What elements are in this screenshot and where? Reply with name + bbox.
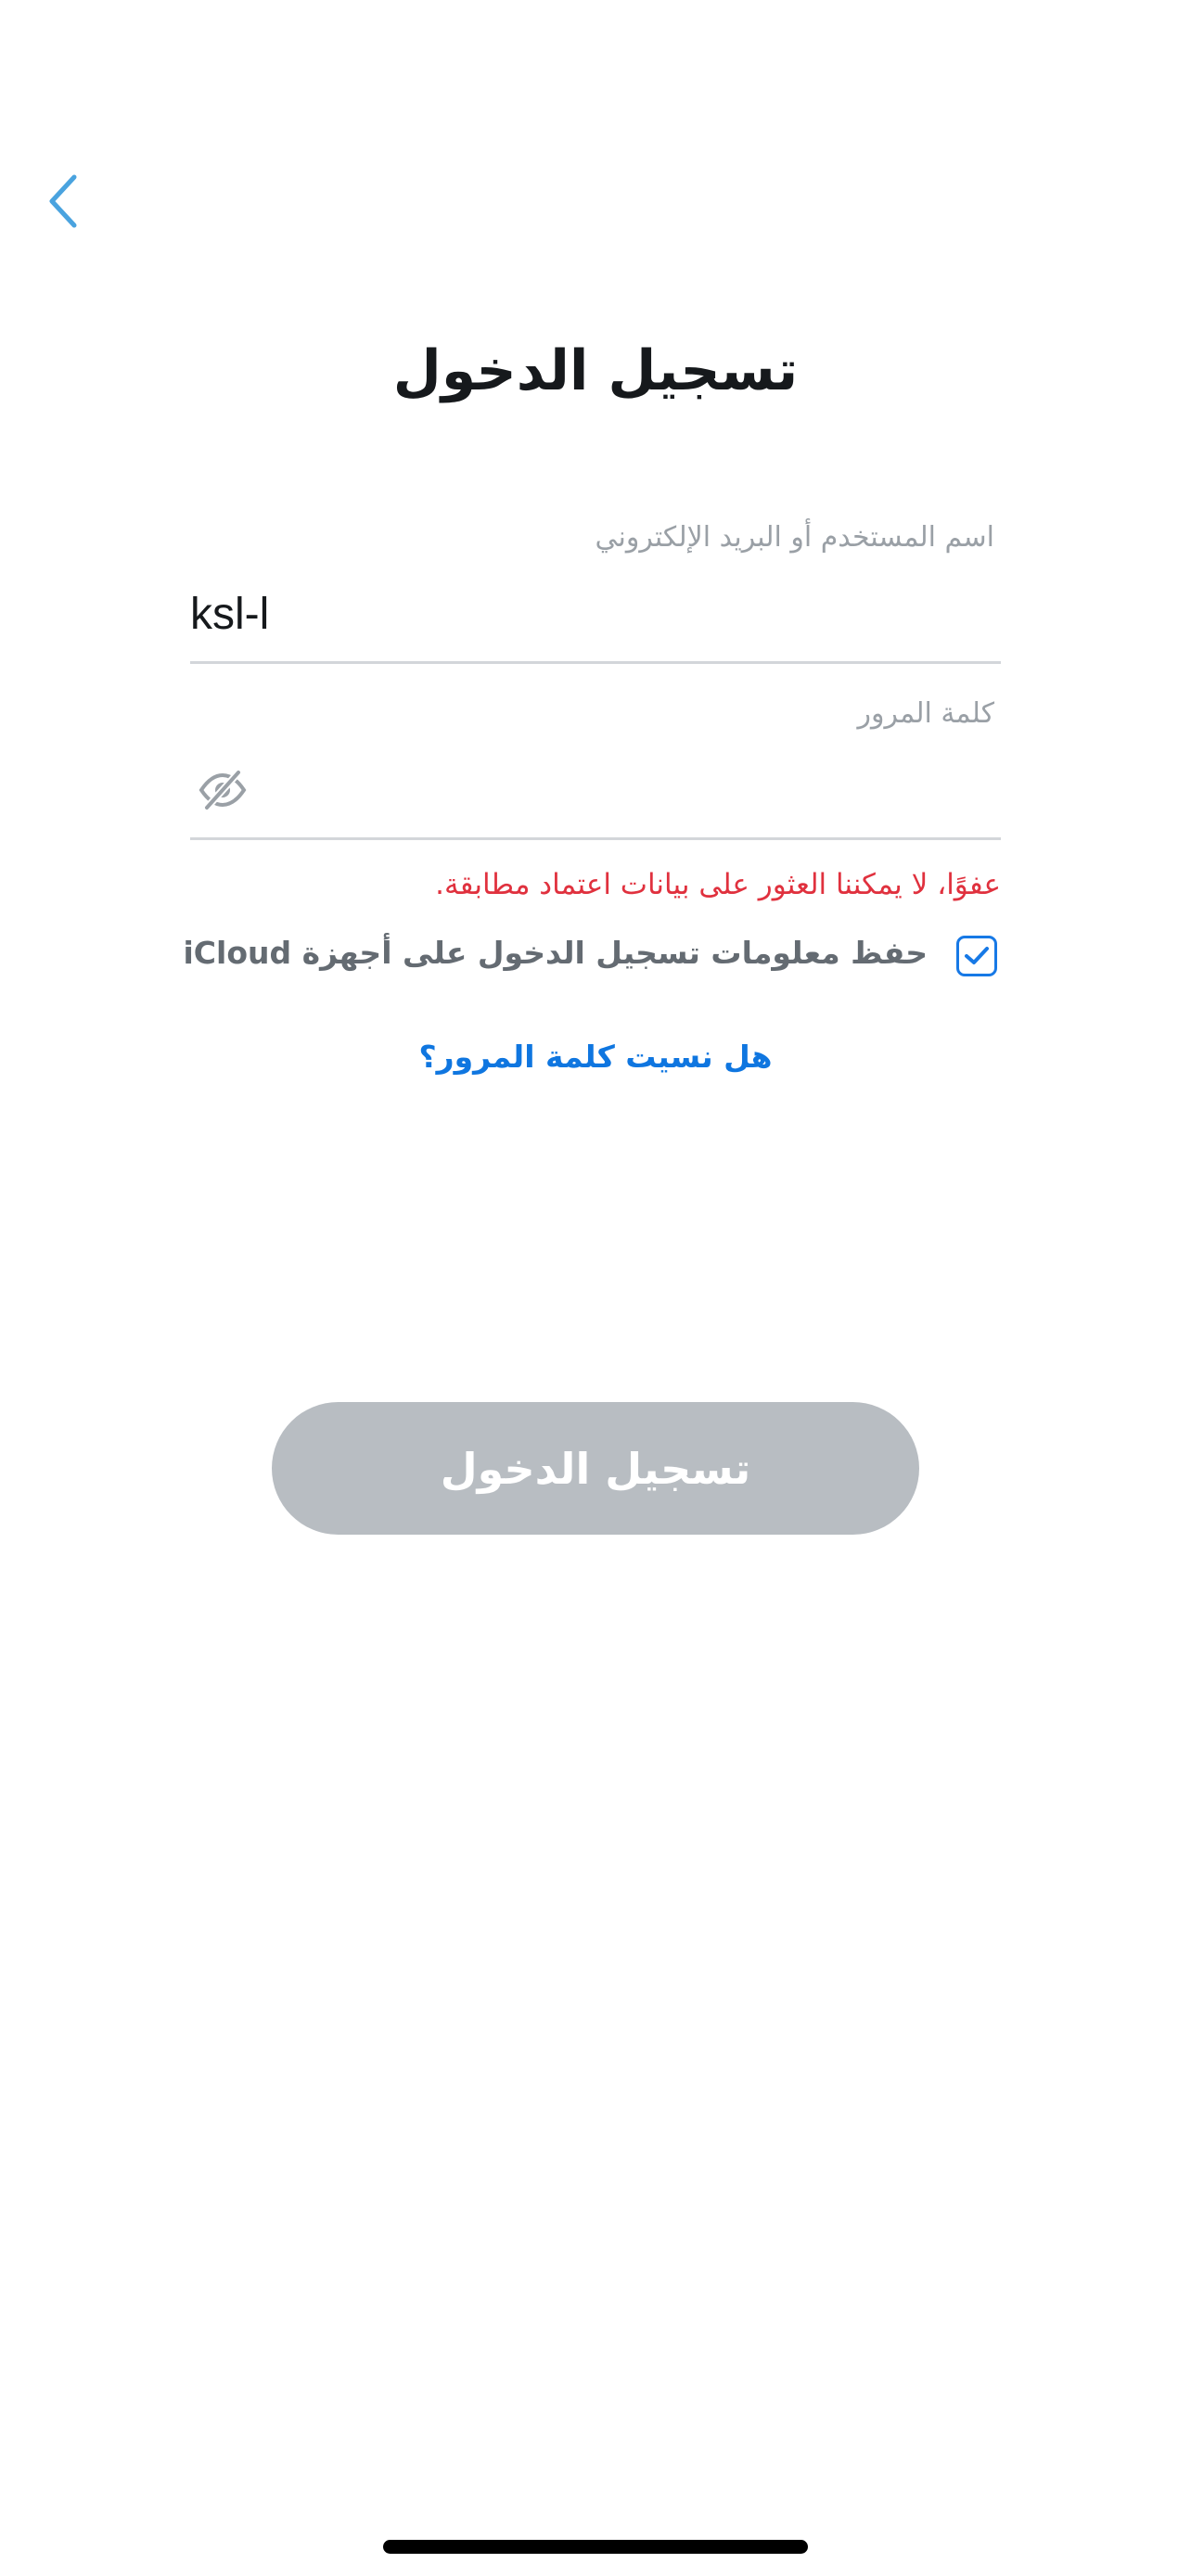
username-input[interactable] [190, 577, 997, 651]
password-input[interactable] [269, 753, 997, 827]
remember-label: حفظ معلومات تسجيل الدخول على أجهزة iCloud [183, 935, 928, 971]
back-button[interactable] [33, 162, 93, 240]
password-visibility-toggle[interactable] [195, 762, 250, 818]
error-message: عفوًا، لا يمكننا العثور على بيانات اعتماد مطابقة. [435, 868, 1001, 901]
forgot-password-link[interactable]: هل نسيت كلمة المرور؟ [418, 1039, 773, 1075]
username-label: اسم المستخدم أو البريد الإلكتروني [595, 521, 994, 554]
eye-slash-icon [198, 770, 248, 810]
username-underline [190, 661, 1001, 664]
page-title: تسجيل الدخول [392, 338, 799, 403]
chevron-left-icon [46, 173, 80, 229]
login-button[interactable]: تسجيل الدخول [272, 1402, 919, 1535]
home-indicator [383, 2540, 808, 2554]
password-underline [190, 837, 1001, 840]
checkmark-icon [963, 945, 991, 967]
password-label: كلمة المرور [857, 697, 994, 730]
remember-checkbox[interactable] [956, 936, 997, 976]
